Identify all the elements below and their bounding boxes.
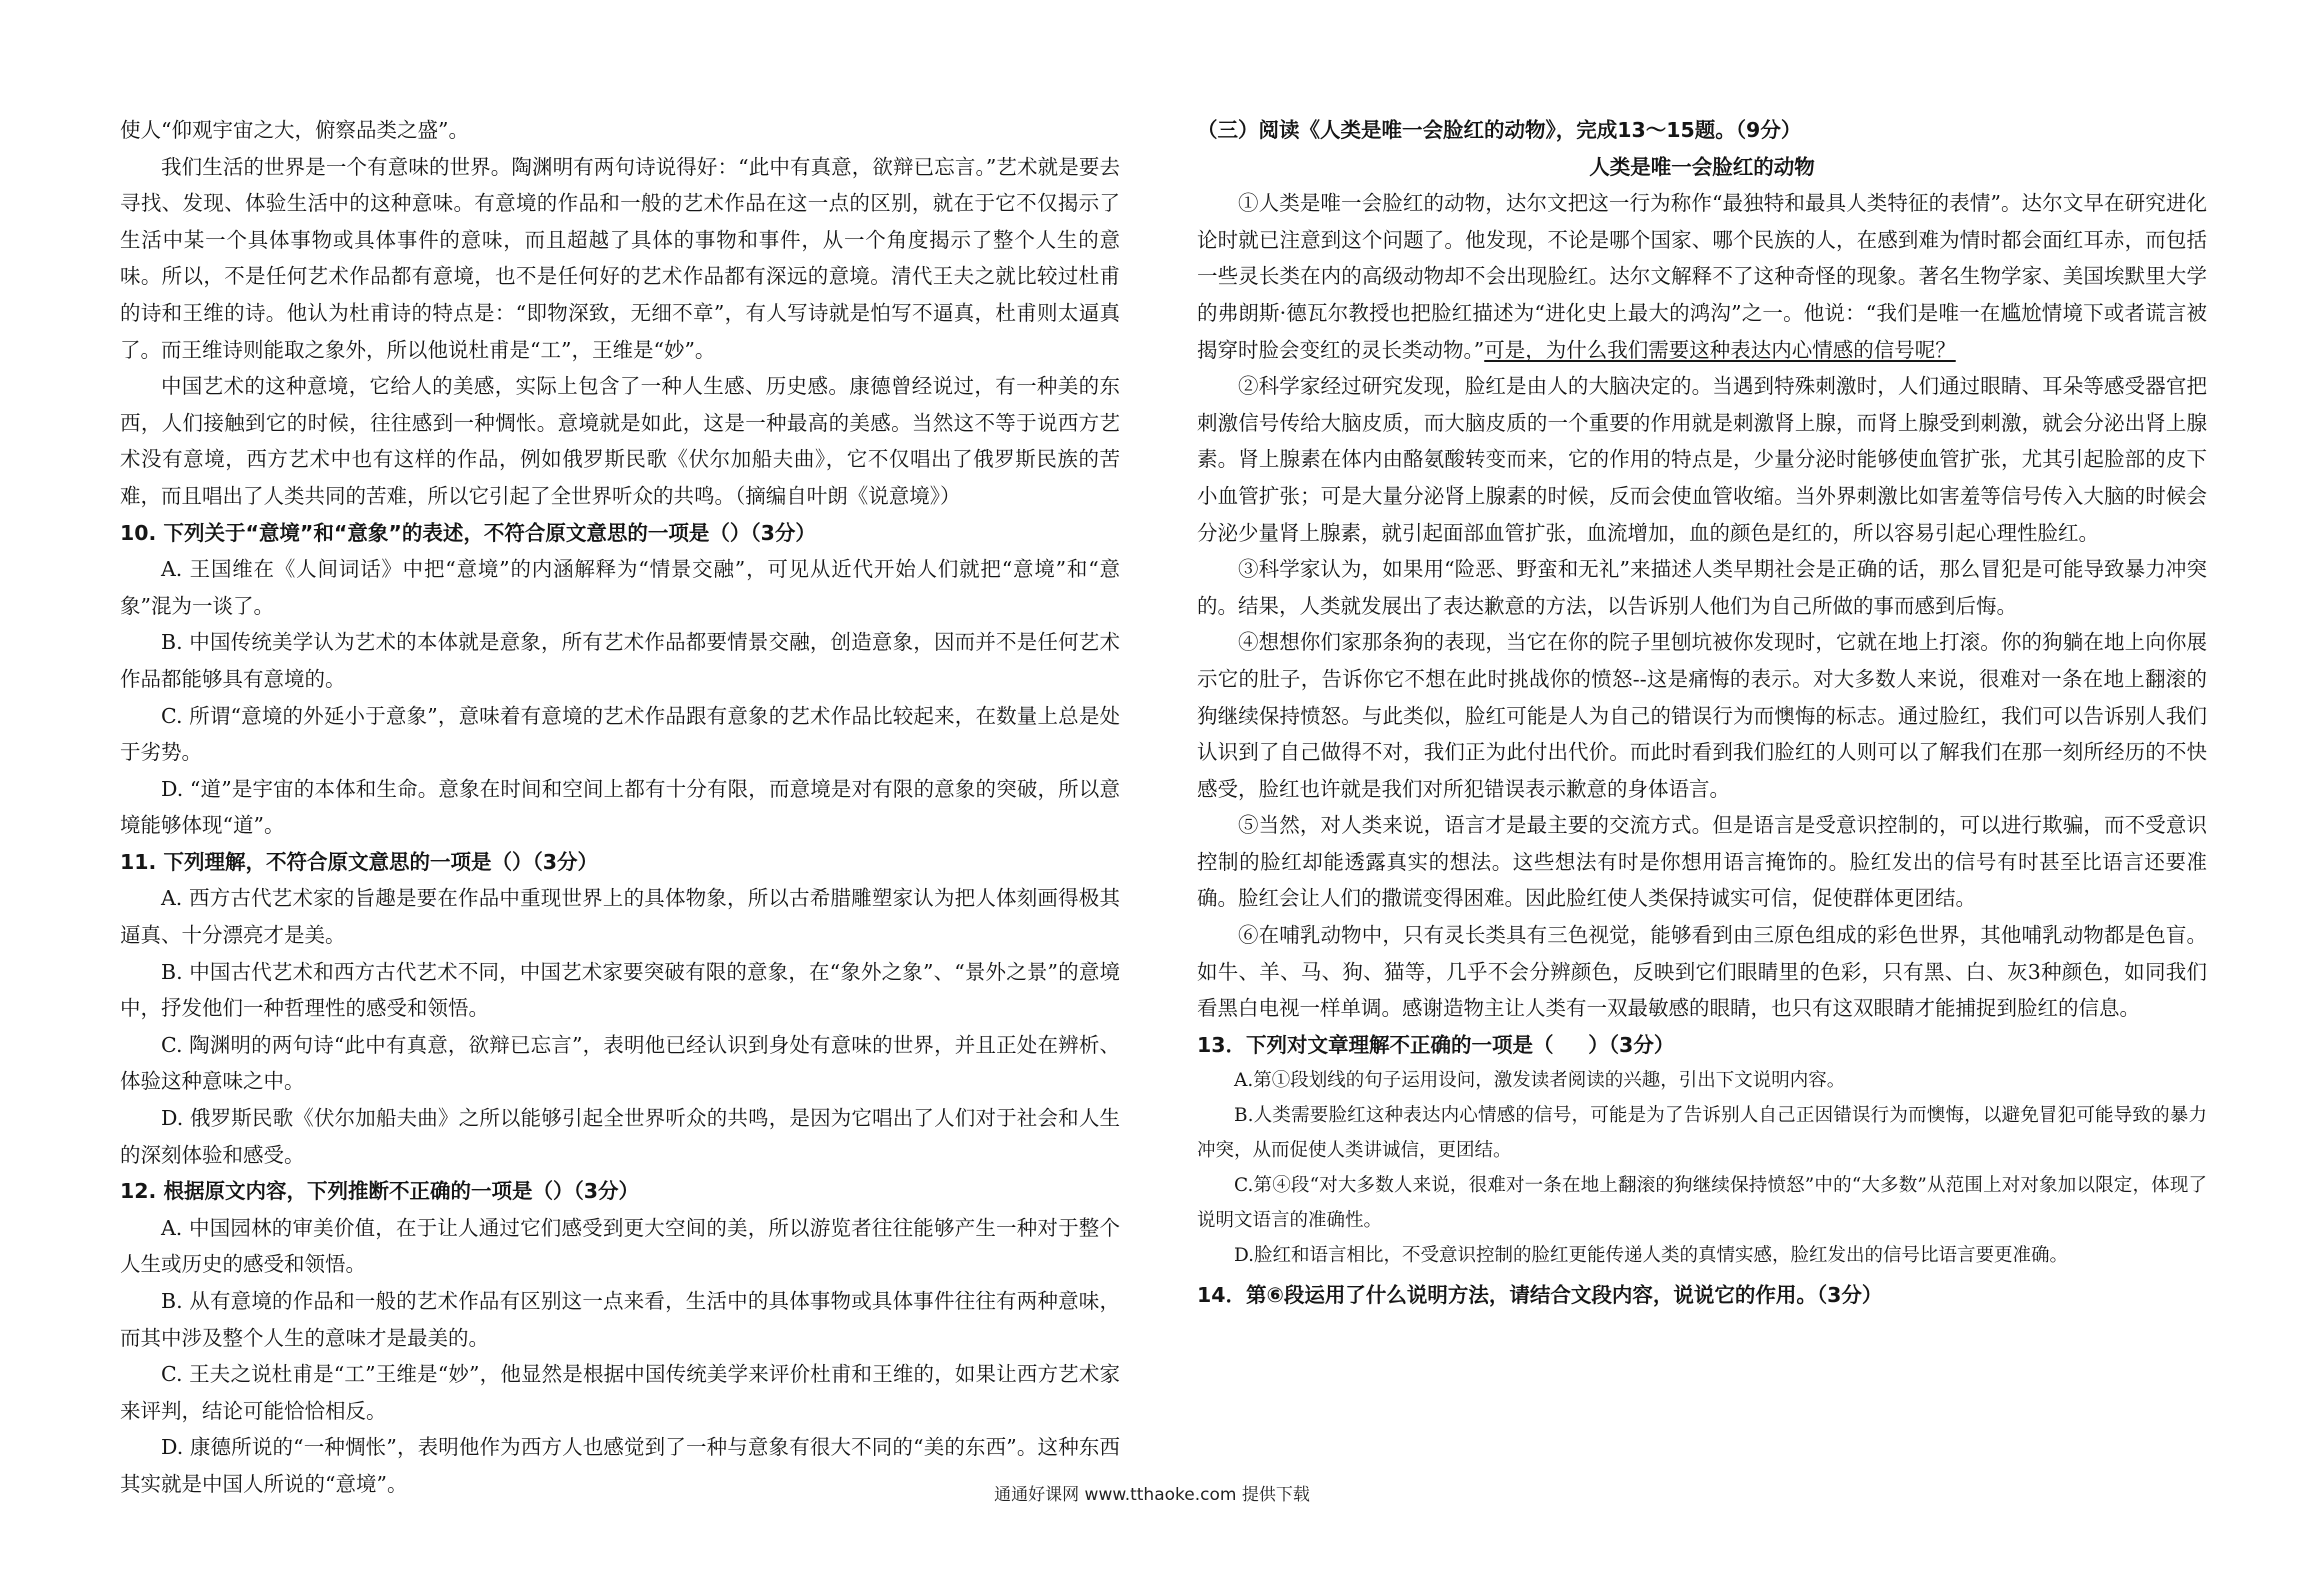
question-11-option-d: D. 俄罗斯民歌《伏尔加船夫曲》之所以能够引起全世界听众的共鸣，是因为它唱出了人们对于社会和人生的深刻体验和感受。 xyxy=(120,1106,1120,1167)
question-13-option-c: C.第④段“对大多数人来说，很难对一条在地上翻滚的狗继续保持愤怒”中的“大多数”从范围上对对象加以限定，体现了说明文语言的准确性。 xyxy=(1197,1175,2207,1232)
section-three-heading: （三）阅读《人类是唯一会脸红的动物》，完成13～15题。（9分） xyxy=(1197,118,1802,142)
question-10-option-b: B. 中国传统美学认为艺术的本体就是意象，所有艺术作品都要情景交融，创造意象，因而并不是任何艺术作品都能够具有意境的。 xyxy=(120,630,1120,691)
underlined-question-sentence: 可是，为什么我们需要这种表达内心情感的信号呢？ xyxy=(1484,337,1956,362)
question-11: 11. 下列理解，不符合原文意思的一项是（）（3分） xyxy=(120,849,598,874)
article-title: 人类是唯一会脸红的动物 xyxy=(1589,154,1815,179)
question-10-option-a: A. 王国维在《人间词话》中把“意境”的内涵解释为“情景交融”，可见从近代开始人们就把“意境”和“意象”混为一谈了。 xyxy=(120,557,1120,618)
question-12-option-c: C. 王夫之说杜甫是“工”王维是“妙”，他显然是根据中国传统美学来评价杜甫和王维的，如果让西方艺术家来评判，结论可能恰恰相反。 xyxy=(120,1362,1120,1423)
passage-intro-line: 使人“仰观宇宙之大，俯察品类之盛”。 xyxy=(120,118,469,142)
article-paragraph-4: ④想想你们家那条狗的表现，当它在你的院子里刨坑被你发现时，它就在地上打滚。你的狗躺在地上向你展示它的肚子，告诉你它不想在此时挑战你的愤怒--这是痛悔的表示。对大多数人来说，很难对一条在地上翻滚的狗继续保持愤怒。与此类似，脸红可能是人为自己的错误行为而懊悔的标志。通过脸红，我们可以告诉别人我们认识到了自己做得不对，我们正为此付出代价。而此时看到我们脸红的人则可以了解我们在那一刻所经历的不快感受，脸红也许就是我们对所犯错误表示歉意的身体语言。 xyxy=(1197,630,2207,801)
left-column xyxy=(120,112,1120,1503)
article-paragraph-1 xyxy=(1197,185,2207,368)
question-13-option-d: D.脸红和语言相比，不受意识控制的脸红更能传递人类的真情实感，脸红发出的信号比语言要更准确。 xyxy=(1234,1245,2069,1267)
article-paragraph-5: ⑤当然，对人类来说，语言才是最主要的交流方式。但是语言是受意识控制的，可以进行欺骗，而不受意识控制的脸红却能透露真实的想法。这些想法有时是你想用语言掩饰的。脸红发出的信号有时甚至比语言还要准确。脸红会让人们的撒谎变得困难。因此脸红使人类保持诚实可信，促使群体更团结。 xyxy=(1197,813,2207,911)
question-12: 12. 根据原文内容，下列推断不正确的一项是（）（3分） xyxy=(120,1179,639,1204)
question-13-option-b: B.人类需要脸红这种表达内心情感的信号，可能是为了告诉别人自己正因错误行为而懊悔，以避免冒犯可能导致的暴力冲突，从而促使人类讲诚信，更团结。 xyxy=(1197,1105,2207,1162)
question-11-option-c: C. 陶渊明的两句诗“此中有真意，欲辩已忘言”，表明他已经认识到身处有意味的世界，并且正处在辨析、体验这种意味之中。 xyxy=(120,1032,1120,1094)
question-12-option-b: B. 从有意境的作品和一般的艺术作品有区别这一点来看，生活中的具体事物或具体事件往往有两种意味，而其中涉及整个人生的意味才是最美的。 xyxy=(120,1289,1120,1350)
article-paragraph-3: ③科学家认为，如果用“险恶、野蛮和无礼”来描述人类早期社会是正确的话，那么冒犯是可能导致暴力冲突的。结果，人类就发展出了表达歉意的方法，以告诉别人他们为自己所做的事而感到后悔。 xyxy=(1197,557,2207,618)
question-12-option-d: D. 康德所说的“一种惆怅”，表明他作为西方人也感觉到了一种与意象有很大不同的“美的东西”。这种东西其实就是中国人所说的“意境”。 xyxy=(120,1435,1120,1496)
article-paragraph-2: ②科学家经过研究发现，脸红是由人的大脑决定的。当遇到特殊刺激时，人们通过眼睛、耳朵等感受器官把刺激信号传给大脑皮质，而大脑皮质的一个重要的作用就是刺激肾上腺，而肾上腺受到刺激，就会分泌出肾上腺素。肾上腺素在体内由酪氨酸转变而来，它的作用的特点是，少量分泌时能够使血管扩张，尤其引起脸部的皮下小血管扩张；可是大量分泌肾上腺素的时候，反而会使血管收缩。当外界刺激比如害羞等信号传入大脑的时候会分泌少量肾上腺素，就引起面部血管扩张，血流增加，血的颜色是红的，所以容易引起心理性脸红。 xyxy=(1197,374,2207,545)
passage-paragraph-world: 我们生活的世界是一个有意味的世界。陶渊明有两句诗说得好：“此中有真意，欲辩已忘言。”艺术就是要去寻找、发现、体验生活中的这种意味。有意境的作品和一般的艺术作品在这一点的区别，就在于它不仅揭示了生活中某一个具体事物或具体事件的意味，而且超越了具体的事物和事件，从一个角度揭示了整个人生的意味。所以，不是任何艺术作品都有意境，也不是任何好的艺术作品都有深远的意境。清代王夫之就比较过杜甫的诗和王维的诗。他认为杜甫诗的特点是：“即物深致，无细不章”，有人写诗就是怕写不逼真，杜甫则太逼真了。而王维诗则能取之象外，所以他说杜甫是“工”，王维是“妙”。 xyxy=(120,154,1120,362)
right-column xyxy=(1197,112,2207,1314)
question-13: 13．下列对文章理解不正确的一项是（ ）（3分） xyxy=(1197,1032,1675,1057)
page-footer: 通通好课网 www.tthaoke.com 提供下载 xyxy=(994,1485,1310,1505)
question-11-option-b: B. 中国古代艺术和西方古代艺术不同，中国艺术家要突破有限的意象，在“象外之象”、“景外之景”的意境中，抒发他们一种哲理性的感受和领悟。 xyxy=(120,959,1120,1021)
article-paragraph-1-text: ①人类是唯一会脸红的动物，达尔文把这一行为称作“最独特和最具人类特征的表情”。达尔文早在研究进化论时就已注意到这个问题了。他发现，不论是哪个国家、哪个民族的人，在感到难为情时都会面红耳赤，而包括一些灵长类在内的高级动物却不会出现脸红。达尔文解释不了这种奇怪的现象。著名生物学家、美国埃默里大学的弗朗斯·德瓦尔教授也把脸红描述为“进化史上最大的鸿沟”之一。他说：“我们是唯一在尴尬情境下或者谎言被揭穿时脸会变红的灵长类动物。” xyxy=(1197,191,2207,362)
question-12-option-a: A. 中国园林的审美价值，在于让人通过它们感受到更大空间的美，所以游览者往往能够产生一种对于整个人生或历史的感受和领悟。 xyxy=(120,1215,1120,1277)
question-10: 10. 下列关于“意境”和“意象”的表述，不符合原文意思的一项是（）（3分） xyxy=(120,520,816,545)
question-10-option-d: D. “道”是宇宙的本体和生命。意象在时间和空间上都有十分有限，而意境是对有限的意象的突破，所以意境能够体现“道”。 xyxy=(120,776,1120,838)
passage-paragraph-art: 中国艺术的这种意境，它给人的美感，实际上包含了一种人生感、历史感。康德曾经说过，有一种美的东西，人们接触到它的时候，往往感到一种惆怅。意境就是如此，这是一种最高的美感。当然这不等于说西方艺术没有意境，西方艺术中也有这样的作品，例如俄罗斯民歌《伏尔加船夫曲》，它不仅唱出了俄罗斯民族的苦难，而且唱出了人类共同的苦难，所以它引起了全世界听众的共鸣。（摘编自叶朗《说意境》） xyxy=(120,374,1120,508)
question-10-option-c: C. 所谓“意境的外延小于意象”，意味着有意境的艺术作品跟有意象的艺术作品比较起来，在数量上总是处于劣势。 xyxy=(120,703,1120,765)
question-11-option-a: A. 西方古代艺术家的旨趣是要在作品中重现世界上的具体物象，所以古希腊雕塑家认为把人体刻画得极其逼真、十分漂亮才是美。 xyxy=(120,886,1120,948)
question-14: 14．第⑥段运用了什么说明方法，请结合文段内容，说说它的作用。（3分） xyxy=(1197,1283,1883,1308)
article-paragraph-6: ⑥在哺乳动物中，只有灵长类具有三色视觉，能够看到由三原色组成的彩色世界，其他哺乳动物都是色盲。如牛、羊、马、狗、猫等，几乎不会分辨颜色，反映到它们眼睛里的色彩，只有黑、白、灰3种颜色，如同我们看黑白电视一样单调。感谢造物主让人类有一双最敏感的眼睛，也只有这双眼睛才能捕捉到脸红的信息。 xyxy=(1197,923,2207,1021)
question-13-option-a: A.第①段划线的句子运用设问，激发读者阅读的兴趣，引出下文说明内容。 xyxy=(1234,1070,1846,1092)
